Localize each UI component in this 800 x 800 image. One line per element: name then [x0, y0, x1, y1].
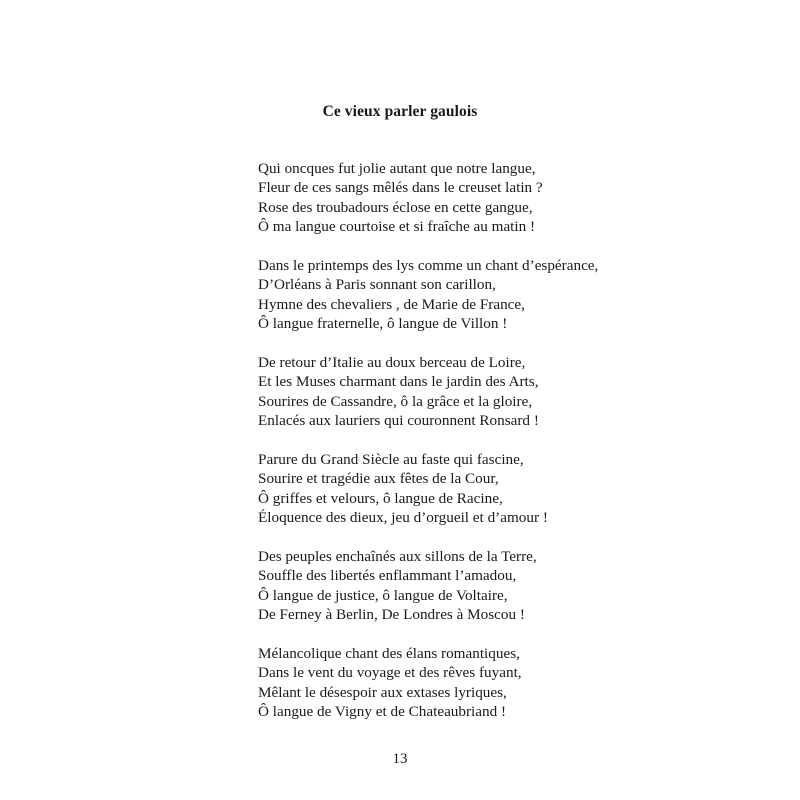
- poem-title: Ce vieux parler gaulois: [322, 103, 478, 120]
- verse-line: Qui oncques fut jolie autant que notre langue,: [258, 160, 536, 177]
- verse-line: Hymne des chevaliers , de Marie de France,: [258, 295, 525, 313]
- stanza-4: [258, 450, 678, 528]
- verse-line: Mêlant le désespoir aux extases lyriques,: [258, 683, 507, 701]
- verse-line: Des peuples enchaînés aux sillons de la Terre,: [258, 548, 537, 566]
- verse-line: Dans le printemps des lys comme un chant d’espérance,: [258, 257, 599, 275]
- stanza-1: [258, 159, 678, 237]
- stanza-6: [258, 644, 678, 722]
- verse-line: Sourires de Cassandre, ô la grâce et la gloire,: [258, 392, 533, 410]
- verse-line: De Ferney à Berlin, De Londres à Moscou !: [258, 606, 525, 624]
- verse-line: Souffle des libertés enflammant l’amadou,: [258, 567, 517, 585]
- poem-body: [258, 159, 678, 741]
- stanza-3: [258, 353, 678, 431]
- verse-line: Éloquence des dieux, jeu d’orgueil et d’amour !: [258, 509, 548, 527]
- verse-line: Ô langue de justice, ô langue de Voltaire,: [258, 586, 508, 604]
- verse-line: Ô langue de Vigny et de Chateaubriand !: [258, 703, 507, 721]
- verse-line: De retour d’Italie au doux berceau de Loire,: [258, 354, 526, 372]
- verse-line: Rose des troubadours éclose en cette gangue,: [258, 198, 533, 216]
- stanza-5: [258, 547, 678, 625]
- verse-line: Fleur de ces sangs mêlés dans le creuset latin ?: [258, 179, 543, 197]
- verse-line: Parure du Grand Siècle au faste qui fascine,: [258, 451, 524, 469]
- verse-line: D’Orléans à Paris sonnant son carillon,: [258, 276, 496, 294]
- stanza-2: [258, 256, 678, 334]
- page-number: 13: [392, 751, 408, 767]
- verse-line: Ô ma langue courtoise et si fraîche au matin !: [258, 218, 536, 236]
- verse-line: Ô langue fraternelle, ô langue de Villon !: [258, 315, 508, 333]
- verse-line: Et les Muses charmant dans le jardin des Arts,: [258, 373, 539, 391]
- verse-line: Sourire et tragédie aux fêtes de la Cour,: [258, 470, 499, 488]
- verse-line: Ô griffes et velours, ô langue de Racine,: [258, 489, 503, 507]
- verse-line: Mélancolique chant des élans romantiques,: [258, 645, 520, 663]
- verse-line: Enlacés aux lauriers qui couronnent Ronsard !: [258, 412, 539, 430]
- verse-line: Dans le vent du voyage et des rêves fuyant,: [258, 664, 522, 682]
